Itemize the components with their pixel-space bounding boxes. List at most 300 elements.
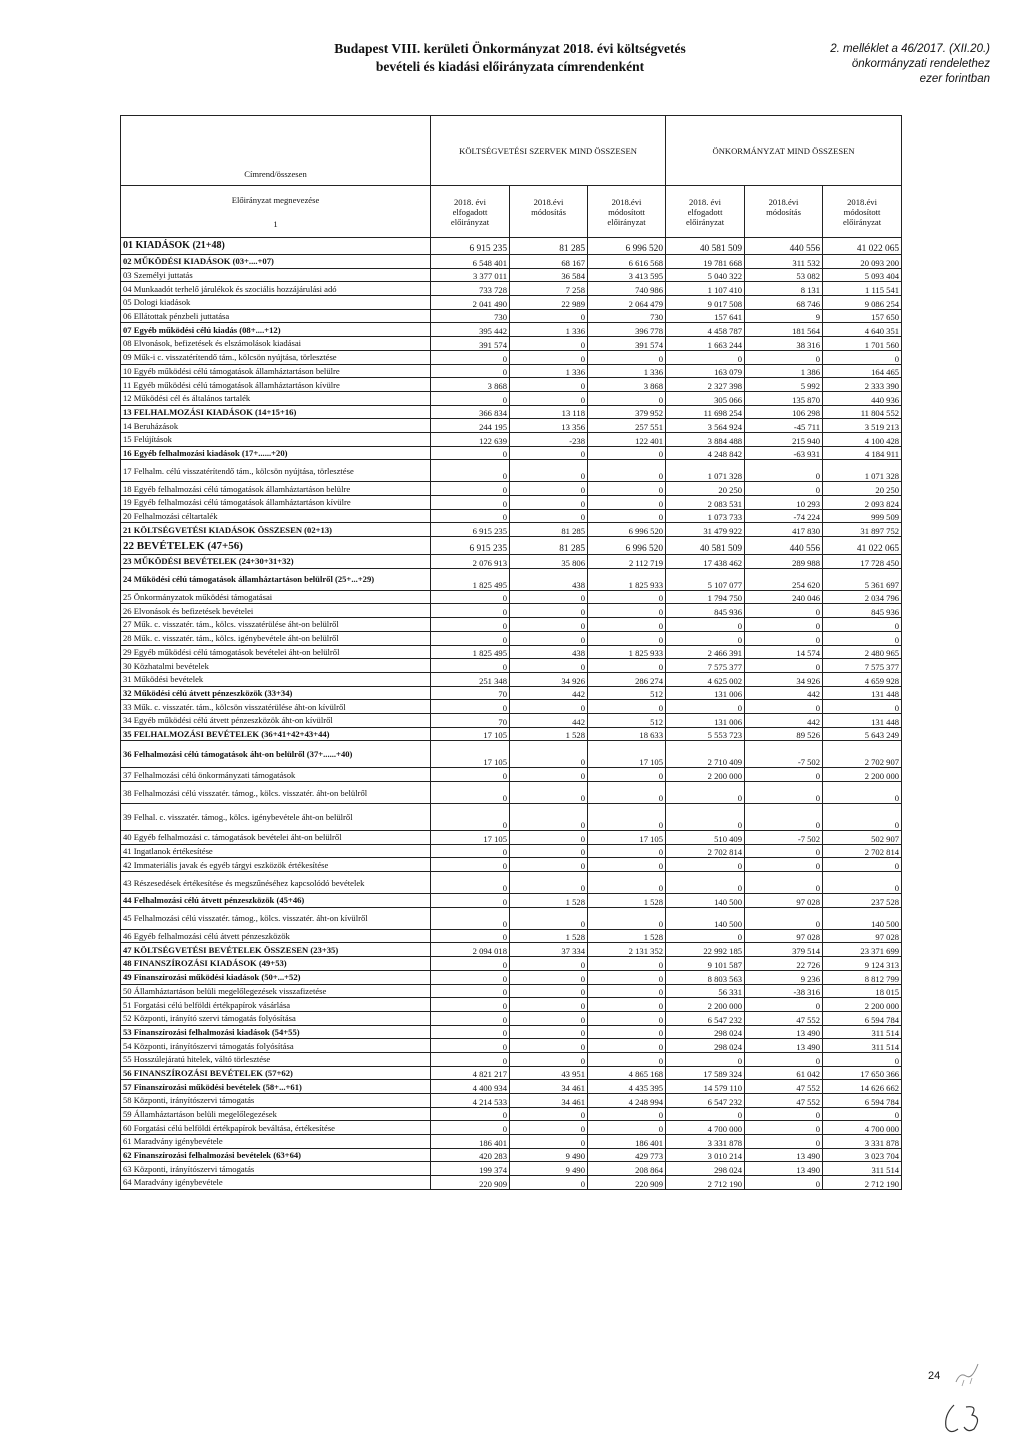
- row-value-col-5: 0: [745, 858, 823, 872]
- row-value-col-4: 2 083 531: [666, 496, 745, 510]
- row-value-col-1: 0: [431, 460, 510, 482]
- row-value-col-3: 0: [588, 659, 666, 673]
- row-value-col-2: 442: [510, 686, 588, 700]
- row-value-col-2: 13 118: [510, 405, 588, 419]
- row-value-col-5: 0: [745, 604, 823, 618]
- header-col-1-line-3: előirányzat: [450, 216, 490, 227]
- row-value-col-5: 440 556: [745, 537, 823, 555]
- row-value-col-4: 6 547 232: [666, 1094, 745, 1108]
- table-row: [121, 858, 902, 872]
- row-value-col-6: 845 936: [823, 604, 902, 618]
- table-row: [121, 1052, 902, 1066]
- row-value-col-3: 0: [588, 844, 666, 858]
- row-value-col-5: 0: [745, 907, 823, 929]
- table-row: [121, 768, 902, 782]
- row-value-col-2: -238: [510, 432, 588, 446]
- row-label: 53 Finanszírozási felhalmozási kiadások (54+55): [121, 1025, 431, 1039]
- row-value-col-6: 140 500: [823, 907, 902, 929]
- row-value-col-3: 0: [588, 618, 666, 632]
- row-value-col-6: 4 659 928: [823, 672, 902, 686]
- row-label: 11 Egyéb működési célú támogatások államháztartáson kívülre: [121, 378, 431, 392]
- row-value-col-5: 254 620: [745, 568, 823, 590]
- row-value-col-4: 0: [666, 631, 745, 645]
- header-col-4-line-2: elfogadott: [687, 206, 723, 217]
- row-value-col-6: 8 812 799: [823, 970, 902, 984]
- row-value-col-5: 13 490: [745, 1148, 823, 1162]
- row-value-col-6: 0: [823, 700, 902, 714]
- row-value-col-5: 0: [745, 1107, 823, 1121]
- row-value-col-6: 5 093 404: [823, 268, 902, 282]
- row-value-col-2: 22 989: [510, 296, 588, 310]
- row-value-col-1: 391 574: [431, 337, 510, 351]
- row-label: 02 MŰKÖDÉSI KIADÁSOK (03+....+07): [121, 255, 431, 269]
- row-value-col-1: 2 041 490: [431, 296, 510, 310]
- row-label: 16 Egyéb felhalmozási kiadások (17+......+20): [121, 446, 431, 460]
- row-value-col-2: 0: [510, 496, 588, 510]
- row-value-col-5: 34 926: [745, 672, 823, 686]
- row-value-col-1: 0: [431, 970, 510, 984]
- row-value-col-5: 440 556: [745, 238, 823, 255]
- table-row: [121, 943, 902, 957]
- header-col-6-line-3: előirányzat: [842, 216, 882, 227]
- row-label: 38 Felhalmozási célú visszatér. támog., kölcs. visszatér. áht-on belülről: [121, 782, 431, 804]
- row-value-col-5: 14 574: [745, 645, 823, 659]
- row-value-col-6: 4 640 351: [823, 323, 902, 337]
- row-label: 36 Felhalmozási célú támogatások áht-on belülről (37+......+40): [121, 741, 431, 768]
- row-value-col-3: 6 996 520: [588, 537, 666, 555]
- table-row: [121, 700, 902, 714]
- row-label: 51 Forgatási célú belföldi értékpapírok vásárlása: [121, 998, 431, 1012]
- row-value-col-1: 0: [431, 700, 510, 714]
- row-value-col-4: 2 710 409: [666, 741, 745, 768]
- row-label: 34 Egyéb működési célú átvett pénzeszközök áht-on kívülről: [121, 713, 431, 727]
- row-value-col-3: 512: [588, 713, 666, 727]
- row-value-col-6: 17 650 366: [823, 1066, 902, 1080]
- row-value-col-2: 0: [510, 700, 588, 714]
- table-row: [121, 1094, 902, 1108]
- row-label: 54 Központi, irányítószervi támogatás folyósítása: [121, 1039, 431, 1053]
- row-value-col-3: 0: [588, 957, 666, 971]
- table-row: [121, 432, 902, 446]
- row-value-col-3: 0: [588, 460, 666, 482]
- header-col-4-line-3: előirányzat: [685, 216, 725, 227]
- row-value-col-2: 13 356: [510, 419, 588, 433]
- header-col-4-line-1: 2018. évi: [689, 196, 722, 207]
- table-row: [121, 727, 902, 741]
- row-value-col-3: 17 105: [588, 741, 666, 768]
- row-label: 01 KIADÁSOK (21+48): [121, 238, 431, 255]
- row-value-col-1: 70: [431, 686, 510, 700]
- row-value-col-4: 1 794 750: [666, 590, 745, 604]
- row-label: 39 Felhal. c. visszatér. támog., kölcs. igénybevétele áht-on belülről: [121, 804, 431, 831]
- row-value-col-6: 0: [823, 631, 902, 645]
- row-value-col-1: 0: [431, 804, 510, 831]
- row-value-col-1: 0: [431, 364, 510, 378]
- annex-line-1: 2. melléklet a 46/2017. (XII.20.): [830, 43, 990, 55]
- table-row: [121, 537, 902, 555]
- row-value-col-5: 8 131: [745, 282, 823, 296]
- row-value-col-2: 43 951: [510, 1066, 588, 1080]
- row-label: 32 Működési célú átvett pénzeszközök (33+34): [121, 686, 431, 700]
- row-label: 62 Finanszírozási felhalmozási bevételek (63+64): [121, 1148, 431, 1162]
- row-label: 15 Felújítások: [121, 432, 431, 446]
- row-value-col-3: 1 336: [588, 364, 666, 378]
- row-value-col-5: 0: [745, 872, 823, 894]
- row-value-col-4: 3 331 878: [666, 1135, 745, 1149]
- row-value-col-1: 1 825 495: [431, 645, 510, 659]
- table-row: [121, 460, 902, 482]
- row-value-col-3: 0: [588, 482, 666, 496]
- row-value-col-4: 4 700 000: [666, 1121, 745, 1135]
- row-value-col-1: 6 915 235: [431, 523, 510, 537]
- row-value-col-5: -45 711: [745, 419, 823, 433]
- row-value-col-4: 140 500: [666, 894, 745, 908]
- row-value-col-2: 0: [510, 631, 588, 645]
- row-value-col-3: 0: [588, 858, 666, 872]
- row-value-col-6: 311 514: [823, 1025, 902, 1039]
- table-row: [121, 804, 902, 831]
- row-value-col-4: 1 071 328: [666, 460, 745, 482]
- row-value-col-2: 9 490: [510, 1148, 588, 1162]
- row-value-col-3: 1 528: [588, 894, 666, 908]
- table-row: [121, 1162, 902, 1176]
- row-label: 19 Egyéb felhalmozási célú támogatások államháztartáson kívülre: [121, 496, 431, 510]
- row-value-col-4: 845 936: [666, 604, 745, 618]
- row-value-col-1: 0: [431, 844, 510, 858]
- row-value-col-1: 0: [431, 858, 510, 872]
- row-value-col-3: 186 401: [588, 1135, 666, 1149]
- table-row: [121, 309, 902, 323]
- row-value-col-3: 122 401: [588, 432, 666, 446]
- row-value-col-5: 9: [745, 309, 823, 323]
- table-row: [121, 741, 902, 768]
- table-row: [121, 268, 902, 282]
- row-value-col-2: 0: [510, 378, 588, 392]
- row-value-col-6: 14 626 662: [823, 1080, 902, 1094]
- row-value-col-6: 0: [823, 1052, 902, 1066]
- row-value-col-6: 2 034 796: [823, 590, 902, 604]
- row-value-col-1: 0: [431, 768, 510, 782]
- row-label: 64 Maradvány igénybevétele: [121, 1176, 431, 1190]
- table-row: [121, 1011, 902, 1025]
- row-value-col-2: 0: [510, 391, 588, 405]
- row-value-col-5: 97 028: [745, 894, 823, 908]
- row-value-col-3: 740 986: [588, 282, 666, 296]
- row-value-col-2: 0: [510, 768, 588, 782]
- row-value-col-4: 3 010 214: [666, 1148, 745, 1162]
- row-value-col-3: 0: [588, 907, 666, 929]
- row-value-col-1: 0: [431, 604, 510, 618]
- row-value-col-3: 0: [588, 509, 666, 523]
- row-value-col-2: 0: [510, 970, 588, 984]
- row-value-col-4: 5 107 077: [666, 568, 745, 590]
- row-value-col-1: 6 915 235: [431, 238, 510, 255]
- row-value-col-3: 3 868: [588, 378, 666, 392]
- row-value-col-1: 0: [431, 894, 510, 908]
- row-value-col-3: 512: [588, 686, 666, 700]
- annex-reference: [760, 42, 990, 87]
- header-col-5-line-3: [747, 217, 820, 227]
- row-value-col-3: 0: [588, 1011, 666, 1025]
- row-value-col-5: 311 532: [745, 255, 823, 269]
- table-row: [121, 337, 902, 351]
- row-value-col-1: 199 374: [431, 1162, 510, 1176]
- table-row: [121, 1066, 902, 1080]
- row-label: 13 FELHALMOZÁSI KIADÁSOK (14+15+16): [121, 405, 431, 419]
- row-value-col-4: 305 066: [666, 391, 745, 405]
- row-value-col-6: 311 514: [823, 1162, 902, 1176]
- row-value-col-2: 0: [510, 659, 588, 673]
- table-row: [121, 1080, 902, 1094]
- row-value-col-1: 0: [431, 1121, 510, 1135]
- header-col-6: [823, 186, 902, 238]
- row-value-col-1: 0: [431, 984, 510, 998]
- row-value-col-1: 0: [431, 872, 510, 894]
- budget-table-body: [121, 238, 902, 1190]
- row-value-col-1: 70: [431, 713, 510, 727]
- page-number: 24: [928, 1370, 941, 1382]
- table-row: [121, 1148, 902, 1162]
- row-value-col-6: 502 907: [823, 831, 902, 845]
- row-value-col-2: 0: [510, 1107, 588, 1121]
- header-col-1-line-1: 2018. évi: [454, 196, 486, 207]
- row-value-col-5: 442: [745, 686, 823, 700]
- table-row: [121, 1107, 902, 1121]
- row-value-col-6: 237 528: [823, 894, 902, 908]
- table-row: [121, 659, 902, 673]
- table-row: [121, 645, 902, 659]
- row-value-col-6: 131 448: [823, 686, 902, 700]
- table-row: [121, 894, 902, 908]
- row-value-col-4: 0: [666, 1052, 745, 1066]
- row-value-col-3: 0: [588, 1121, 666, 1135]
- row-value-col-5: 0: [745, 350, 823, 364]
- row-value-col-5: 13 490: [745, 1039, 823, 1053]
- row-value-col-3: 0: [588, 631, 666, 645]
- header-col-6-line-1: 2018.évi: [847, 196, 877, 207]
- row-label: 17 Felhalm. célú visszatérítendő tám., kölcsön nyújtása, törlesztése: [121, 460, 431, 482]
- row-value-col-6: 41 022 065: [823, 238, 902, 255]
- row-value-col-2: 7 258: [510, 282, 588, 296]
- row-label: 63 Központi, irányítószervi támogatás: [121, 1162, 431, 1176]
- header-col-3-line-1: 2018.évi: [611, 196, 642, 207]
- row-value-col-5: 0: [745, 1052, 823, 1066]
- row-value-col-4: 0: [666, 782, 745, 804]
- row-label: 29 Egyéb működési célú támogatások bevételei áht-on belülről: [121, 645, 431, 659]
- row-value-col-3: 0: [588, 590, 666, 604]
- row-value-col-4: 0: [666, 700, 745, 714]
- row-value-col-6: 3 023 704: [823, 1148, 902, 1162]
- row-value-col-4: 40 581 509: [666, 238, 745, 255]
- row-value-col-4: 510 409: [666, 831, 745, 845]
- row-label: 61 Maradvány igénybevétele: [121, 1135, 431, 1149]
- row-value-col-3: 0: [588, 1052, 666, 1066]
- row-value-col-6: 2 333 390: [823, 378, 902, 392]
- row-value-col-3: 0: [588, 350, 666, 364]
- row-label: 60 Forgatási célú belföldi értékpapírok beváltása, értékesítése: [121, 1121, 431, 1135]
- row-value-col-5: -74 224: [745, 509, 823, 523]
- row-value-col-5: 417 830: [745, 523, 823, 537]
- row-value-col-4: 8 803 563: [666, 970, 745, 984]
- row-value-col-2: 0: [510, 1052, 588, 1066]
- row-value-col-1: 0: [431, 590, 510, 604]
- row-value-col-1: 2 094 018: [431, 943, 510, 957]
- row-value-col-3: 0: [588, 804, 666, 831]
- header-col-2-line-2: módosítás: [531, 206, 566, 217]
- row-value-col-3: 0: [588, 391, 666, 405]
- header-cimrend: Címrend/összesen: [121, 116, 431, 186]
- row-value-col-3: 4 865 168: [588, 1066, 666, 1080]
- row-value-col-4: 0: [666, 858, 745, 872]
- row-label: 10 Egyéb működési célú támogatások államháztartáson belülre: [121, 364, 431, 378]
- row-value-col-2: 442: [510, 713, 588, 727]
- row-value-col-1: 730: [431, 309, 510, 323]
- row-value-col-1: 0: [431, 496, 510, 510]
- row-value-col-3: 0: [588, 970, 666, 984]
- row-value-col-5: 379 514: [745, 943, 823, 957]
- row-value-col-5: 47 552: [745, 1094, 823, 1108]
- row-value-col-6: 2 200 000: [823, 998, 902, 1012]
- row-value-col-5: 61 042: [745, 1066, 823, 1080]
- row-value-col-1: 733 728: [431, 282, 510, 296]
- row-value-col-2: 0: [510, 1039, 588, 1053]
- row-value-col-4: 56 331: [666, 984, 745, 998]
- header-col-5-line-2: módosítás: [766, 206, 801, 217]
- row-value-col-6: 440 936: [823, 391, 902, 405]
- row-value-col-1: 186 401: [431, 1135, 510, 1149]
- row-value-col-2: 34 926: [510, 672, 588, 686]
- row-value-col-1: 6 548 401: [431, 255, 510, 269]
- row-value-col-5: 0: [745, 844, 823, 858]
- header-row-columns: [121, 186, 902, 238]
- row-value-col-2: 438: [510, 568, 588, 590]
- row-label: 56 FINANSZÍROZÁSI BEVÉTELEK (57+62): [121, 1066, 431, 1080]
- row-value-col-3: 0: [588, 446, 666, 460]
- row-value-col-2: 36 584: [510, 268, 588, 282]
- table-row: [121, 907, 902, 929]
- table-row: [121, 1121, 902, 1135]
- row-value-col-2: 35 806: [510, 555, 588, 569]
- row-value-col-4: 9 017 508: [666, 296, 745, 310]
- row-value-col-4: 17 438 462: [666, 555, 745, 569]
- row-label: 40 Egyéb felhalmozási c. támogatások bevételei áht-on belülről: [121, 831, 431, 845]
- row-value-col-6: 20 250: [823, 482, 902, 496]
- row-value-col-6: 999 509: [823, 509, 902, 523]
- row-label: 57 Finanszírozási működési bevételek (58+...+61): [121, 1080, 431, 1094]
- row-value-col-3: 396 778: [588, 323, 666, 337]
- row-value-col-1: 0: [431, 509, 510, 523]
- row-value-col-2: 81 285: [510, 537, 588, 555]
- row-value-col-3: 286 274: [588, 672, 666, 686]
- row-value-col-2: 34 461: [510, 1080, 588, 1094]
- row-value-col-5: 0: [745, 700, 823, 714]
- row-value-col-5: 13 490: [745, 1162, 823, 1176]
- row-label: 44 Felhalmozási célú átvett pénzeszközök (45+46): [121, 894, 431, 908]
- row-value-col-2: 0: [510, 590, 588, 604]
- row-value-col-5: 97 028: [745, 929, 823, 943]
- row-value-col-6: 131 448: [823, 713, 902, 727]
- row-value-col-6: 311 514: [823, 1039, 902, 1053]
- row-value-col-4: 1 663 244: [666, 337, 745, 351]
- title-line-2: bevételi és kiadási előirányzata címrendenként: [375, 59, 645, 74]
- row-value-col-3: 0: [588, 1025, 666, 1039]
- row-value-col-2: 0: [510, 844, 588, 858]
- row-value-col-6: 20 093 200: [823, 255, 902, 269]
- row-value-col-3: 1 825 933: [588, 645, 666, 659]
- table-row: [121, 238, 902, 255]
- row-value-col-2: 0: [510, 309, 588, 323]
- row-value-col-3: 0: [588, 984, 666, 998]
- row-value-col-5: 0: [745, 998, 823, 1012]
- row-label: 58 Központi, irányítószervi támogatás: [121, 1094, 431, 1108]
- row-label: 43 Részesedések értékesítése és megszűnéséhez kapcsolódó bevételek: [121, 872, 431, 894]
- header-col-2-line-3: [512, 217, 585, 227]
- row-label: 59 Államháztartáson belüli megelőlegezések: [121, 1107, 431, 1121]
- row-value-col-5: -38 316: [745, 984, 823, 998]
- row-value-col-3: 0: [588, 782, 666, 804]
- table-row: [121, 957, 902, 971]
- row-value-col-4: 6 547 232: [666, 1011, 745, 1025]
- header-group-onkormanyzat: ÖNKORMÁNYZAT MIND ÖSSZESEN: [666, 116, 902, 186]
- table-row: [121, 446, 902, 460]
- row-value-col-1: 244 195: [431, 419, 510, 433]
- row-value-col-5: 289 988: [745, 555, 823, 569]
- row-label: 25 Önkormányzatok működési támogatásai: [121, 590, 431, 604]
- table-row: [121, 555, 902, 569]
- table-row: [121, 350, 902, 364]
- row-value-col-4: 163 079: [666, 364, 745, 378]
- row-value-col-1: 0: [431, 1107, 510, 1121]
- row-value-col-1: 220 909: [431, 1176, 510, 1190]
- table-row: [121, 1025, 902, 1039]
- row-value-col-2: 0: [510, 604, 588, 618]
- row-label: 30 Közhatalmi bevételek: [121, 659, 431, 673]
- row-value-col-1: 0: [431, 782, 510, 804]
- row-value-col-4: 298 024: [666, 1039, 745, 1053]
- row-value-col-6: 2 200 000: [823, 768, 902, 782]
- row-label: 49 Finanszírozási működési kiadások (50+...+52): [121, 970, 431, 984]
- handwritten-mark: [948, 1352, 988, 1392]
- row-value-col-6: 1 701 560: [823, 337, 902, 351]
- row-value-col-2: 1 528: [510, 727, 588, 741]
- row-value-col-6: 7 575 377: [823, 659, 902, 673]
- table-row: [121, 631, 902, 645]
- row-value-col-5: 53 082: [745, 268, 823, 282]
- table-row: [121, 296, 902, 310]
- row-value-col-3: 6 996 520: [588, 238, 666, 255]
- row-value-col-1: 0: [431, 1039, 510, 1053]
- row-value-col-6: 0: [823, 782, 902, 804]
- row-value-col-3: 0: [588, 872, 666, 894]
- row-value-col-1: 0: [431, 929, 510, 943]
- row-value-col-1: 4 214 533: [431, 1094, 510, 1108]
- table-row: [121, 929, 902, 943]
- row-value-col-2: 0: [510, 482, 588, 496]
- row-value-col-4: 7 575 377: [666, 659, 745, 673]
- table-row: [121, 604, 902, 618]
- row-value-col-1: 3 868: [431, 378, 510, 392]
- row-value-col-1: 3 377 011: [431, 268, 510, 282]
- row-value-col-6: 17 728 450: [823, 555, 902, 569]
- row-value-col-3: 429 773: [588, 1148, 666, 1162]
- row-value-col-2: 0: [510, 858, 588, 872]
- row-value-col-1: 0: [431, 1052, 510, 1066]
- row-value-col-6: 2 712 190: [823, 1176, 902, 1190]
- row-value-col-3: 0: [588, 1039, 666, 1053]
- row-value-col-5: 0: [745, 768, 823, 782]
- row-value-col-6: 11 804 552: [823, 405, 902, 419]
- row-value-col-5: 106 298: [745, 405, 823, 419]
